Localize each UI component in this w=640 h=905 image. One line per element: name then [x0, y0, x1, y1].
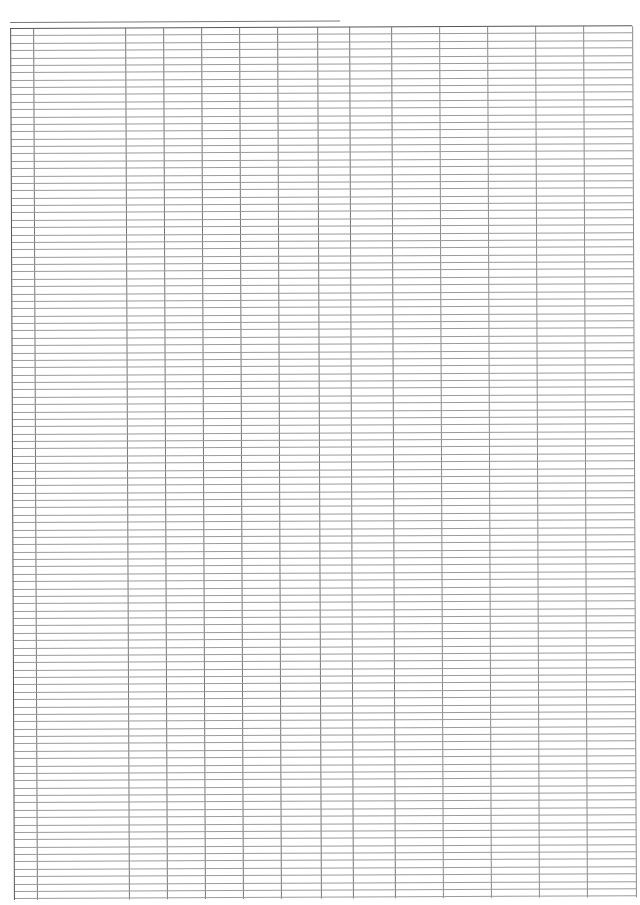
table-body [11, 26, 636, 899]
data-table [10, 25, 636, 900]
table-row [15, 889, 636, 899]
